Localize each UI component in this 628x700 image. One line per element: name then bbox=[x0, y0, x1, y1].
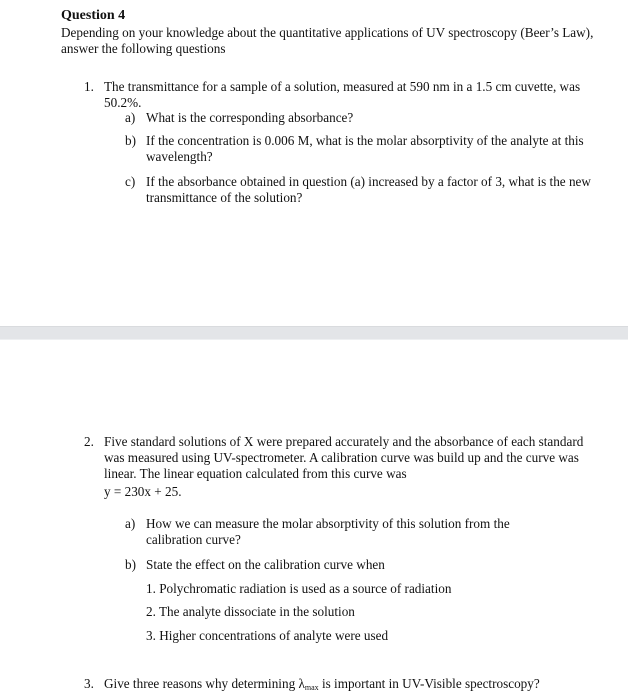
q3-text-before: Give three reasons why determining bbox=[104, 676, 299, 691]
question-intro: Depending on your knowledge about the quantitative applications of UV spectroscopy (Beer’s Law), answer the following questions bbox=[61, 25, 594, 56]
q1-part-b-letter: b) bbox=[125, 133, 136, 148]
q3-number: 3. bbox=[84, 676, 94, 691]
q2-effect-1: 1. Polychromatic radiation is used as a source of radiation bbox=[146, 581, 452, 596]
q1-part-c-text: If the absorbance obtained in question (a) increased by a factor of 3, what is the new transmittance of the solution? bbox=[146, 174, 591, 205]
q2-part-a-letter: a) bbox=[125, 516, 136, 531]
q1-part-a-letter: a) bbox=[125, 110, 136, 125]
page-divider bbox=[0, 326, 628, 340]
q2-effect-2: 2. The analyte dissociate in the solution bbox=[146, 604, 355, 619]
lambda-symbol: λ bbox=[298, 676, 305, 691]
q2-text: Five standard solutions of X were prepared accurately and the absorbance of each standard was measured using UV-spectrometer. A calibration curve was build up and the curve was linear. The linear equation calculated from this curve was bbox=[104, 434, 584, 481]
q2-part-b-text: State the effect on the calibration curve when bbox=[146, 557, 385, 572]
q2-part-b-letter: b) bbox=[125, 557, 136, 572]
q1-part-c-letter: c) bbox=[125, 174, 136, 189]
q2-number: 2. bbox=[84, 434, 94, 449]
q2-equation: y = 230x + 25. bbox=[104, 484, 182, 499]
q1-part-a-text: What is the corresponding absorbance? bbox=[146, 110, 354, 125]
q1-part-b-text: If the concentration is 0.006 M, what is the molar absorptivity of the analyte at this wavelength? bbox=[146, 133, 584, 164]
q1-text: The transmittance for a sample of a solution, measured at 590 nm in a 1.5 cm cuvette, was 50.2%. bbox=[104, 79, 581, 110]
q3-text-after: is important in UV-Visible spectroscopy? bbox=[318, 676, 540, 691]
q2-effect-3: 3. Higher concentrations of analyte were used bbox=[146, 628, 389, 643]
q2-part-a-text: How we can measure the molar absorptivity of this solution from the calibration curve? bbox=[146, 516, 510, 547]
lambda-subscript: max bbox=[304, 683, 319, 692]
q3-text bbox=[104, 676, 614, 696]
q1-number: 1. bbox=[84, 79, 94, 94]
question-title: Question 4 bbox=[61, 8, 126, 23]
